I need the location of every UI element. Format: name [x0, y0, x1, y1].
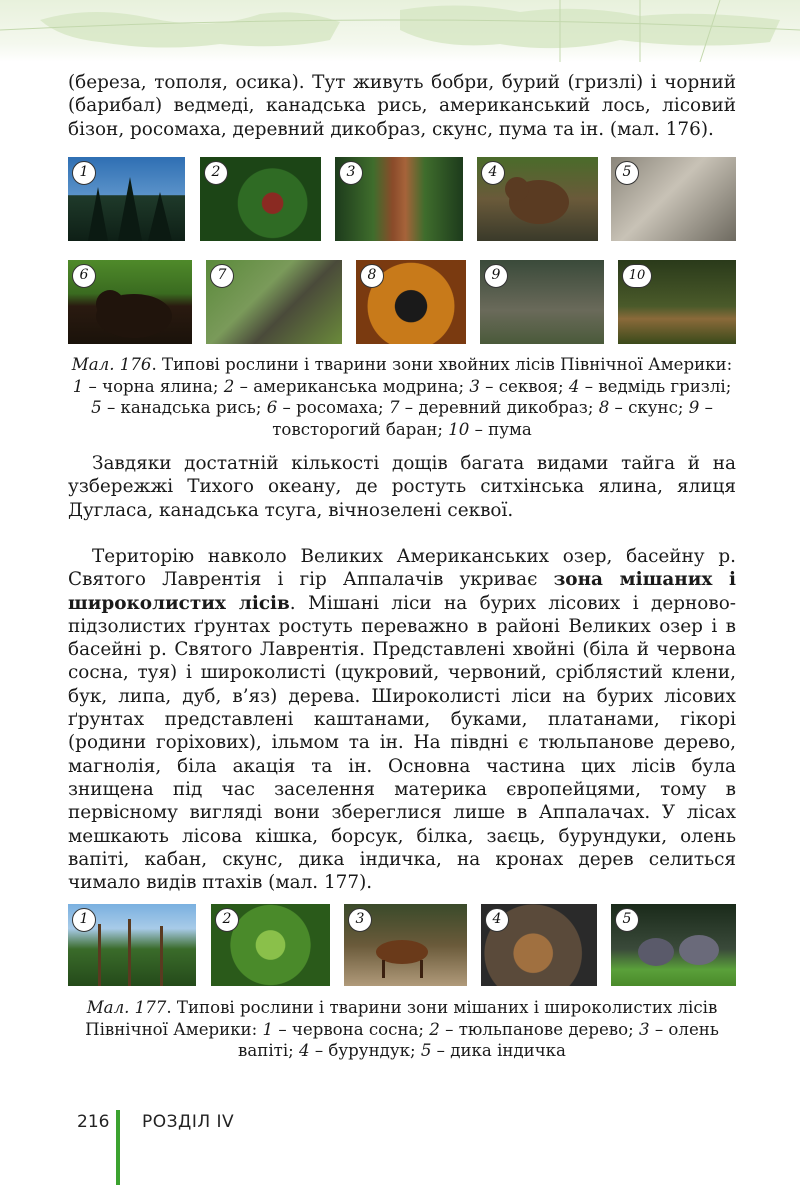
paragraph-pacific-taiga: Завдяки достатній кількості дощів багата видами тайга й на узбережжі Тихого океану, де ростуть ситхінська ялина, ялиця Дугласа, канадська тсуга, вічнозелені секвої.	[68, 453, 736, 521]
figure-177-caption: Мал. 177. Типові рослини і тварини зони мішаних і широколистих лісів Північної Америки: 1 – червона сосна; 2 – тюльпанове дерево; 3 – олень вапіті; 4 – бурундук; 5 – дика індичка	[85, 998, 719, 1060]
world-map-decoration	[0, 0, 800, 62]
photo-number-badge: 5	[615, 908, 639, 932]
photo-bighorn-sheep	[480, 260, 604, 344]
photo-number-badge: 10	[622, 264, 652, 288]
photo-sequoia	[335, 157, 463, 241]
figure-176-caption: Мал. 176. Типові рослини і тварини зони хвойних лісів Північної Америки: 1 – чорна ялина; 2 – американська модрина; 3 – секвоя; 4 – ведмідь гризлі; 5 – канадська рись; 6 – росомаха; 7 – деревний дикобраз; 8 – скунс; 9 – товсторогий баран; 10 – пума	[71, 355, 733, 439]
photo-number-badge: 8	[360, 264, 384, 288]
paragraph-mixed-forests: Територію навколо Великих Американських озер, басейну р. Святого Лаврентія і гір Аппалачів укриває зона мішаних і широколистих лісів. Мішані ліси на бурих лісових і дерново-підзолистих ґрунтах ростуть переважно в районі Великих озер і в басейні р. Святого Лаврентія. Представлені хвойні (біла й червона сосна, туя) і широколисті (цукровий, червоний, сріблястий клени, бук, липа, дуб, в’яз) дерева. Широколисті ліси на бурих лісових ґрунтах представлені каштанами, буками, платанами, гікорі (родини горіхових), ільмом та ін. На півдні є тюльпанове дерево, магнолія, біла акація та ін. Основна частина цих лісів була знищена під час заселення материка європейцями, тому в первісному вигляді вони збереглися лише в Аппалачах. У лісах мешкають лісова кішка, борсук, білка, заєць, бурундуки, олень вапіті, кабан, скунс, дика індичка, на кронах дерев селиться чимало видів птахів (мал. 177).	[68, 546, 736, 894]
photo-wild-turkey	[611, 904, 736, 986]
photo-skunk	[356, 260, 466, 344]
photo-number-badge: 4	[485, 908, 509, 932]
photo-canada-lynx	[611, 157, 736, 241]
paragraph-intro: (береза, тополя, осика). Тут живуть бобри, бурий (гризлі) і чорний (барибал) ведмеді, канадська рись, американський лось, лісовий бізон, росомаха, деревний дикобраз, скунс, пума та ін. (мал. 176).	[68, 72, 736, 140]
photo-puma	[618, 260, 736, 344]
photo-chipmunk	[481, 904, 597, 986]
photo-number-badge: 2	[215, 908, 239, 932]
photo-number-badge: 1	[72, 161, 96, 185]
photo-number-badge: 4	[481, 161, 505, 185]
photo-number-badge: 7	[210, 264, 234, 288]
photo-number-badge: 3	[348, 908, 372, 932]
photo-number-badge: 3	[339, 161, 363, 185]
photo-number-badge: 6	[72, 264, 96, 288]
photo-number-badge: 9	[484, 264, 508, 288]
photo-number-badge: 1	[72, 908, 96, 932]
photo-wapiti-elk	[344, 904, 467, 986]
photo-wolverine	[68, 260, 192, 344]
photo-number-badge: 5	[615, 161, 639, 185]
figure-label: Мал. 177	[86, 998, 167, 1017]
footer-accent-bar	[116, 1110, 120, 1185]
page-number: 216	[77, 1112, 110, 1132]
photo-black-spruce	[68, 157, 185, 241]
section-title: РОЗДІЛ IV	[142, 1112, 235, 1132]
term-mixed-forest-zone: зона мішаних і широколистих лісів	[68, 569, 736, 614]
photo-porcupine	[206, 260, 342, 344]
figure-label: Мал. 176	[71, 355, 152, 374]
photo-grizzly-bear	[477, 157, 598, 241]
photo-number-badge: 2	[204, 161, 228, 185]
photo-tulip-tree	[211, 904, 330, 986]
header-banner	[0, 0, 800, 62]
photo-red-pine	[68, 904, 196, 986]
photo-larch	[200, 157, 321, 241]
